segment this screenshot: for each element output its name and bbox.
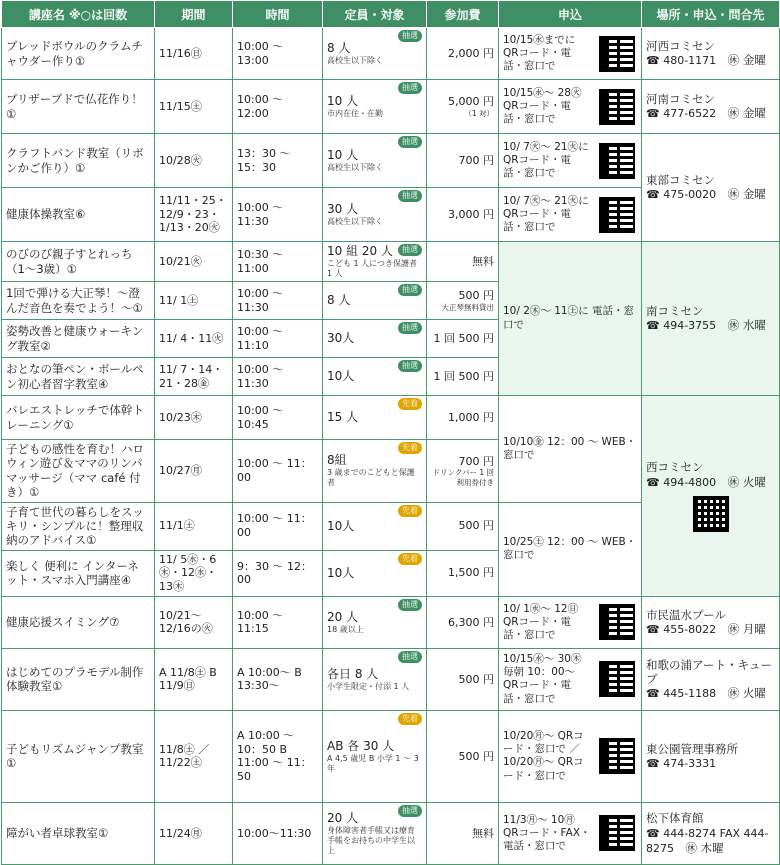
fee-cell <box>427 282 499 320</box>
course-name-cell <box>2 320 155 358</box>
apply-cell <box>499 134 642 188</box>
course-period: 11/8㊏ ／ 11/22㊏ <box>159 742 210 770</box>
closed-day: ㊡ 金曜 <box>727 53 766 68</box>
capacity-text: 30 人 <box>327 202 359 216</box>
phone-number: ☎ 494-4800 <box>646 475 717 489</box>
apply-cell <box>499 396 642 503</box>
course-name: のびのび親子すとれっち（1～3歳）① <box>6 247 133 276</box>
lottery-badge: 抽選 <box>398 82 422 94</box>
place-name: 松下体育館 <box>646 811 704 826</box>
fee-text: 6,300 円 <box>448 615 494 629</box>
table-row <box>2 396 780 440</box>
phone-number: ☎ 477-6522 <box>646 107 717 121</box>
course-period: 10/21～12/16の㊋ <box>159 608 213 636</box>
time-cell <box>233 242 323 282</box>
capacity-note: A 4,5 歳児 B 小学 1 ～ 3 年 <box>327 753 419 773</box>
period-cell <box>155 396 233 440</box>
fee-cell <box>427 28 499 80</box>
lottery-badge: 先着 <box>398 505 422 517</box>
course-name-cell <box>2 710 155 802</box>
course-name: ブレッドボウルのクラムチャウダー作り① <box>6 39 143 68</box>
capacity-cell <box>323 80 427 134</box>
period-cell <box>155 648 233 710</box>
course-name: プリザーブドで仏花作り！① <box>6 92 143 121</box>
fee-text: 1 回 500 円 <box>433 331 494 345</box>
course-time: 10:00 ～ 10:45 <box>237 403 284 431</box>
qr-code-icon[interactable] <box>599 738 635 774</box>
course-name: 障がい者卓球教室① <box>6 826 109 841</box>
place-cell <box>642 80 780 134</box>
apply-text: 10/ 2㊍～ 11㊏に 電話・窓口で <box>503 305 634 331</box>
period-cell <box>155 282 233 320</box>
fee-cell <box>427 396 499 440</box>
course-name-cell <box>2 188 155 242</box>
apply-text: 10/25㊏ 12：00 ～ WEB・窓口で <box>503 536 637 562</box>
fee-text: 2,000 円 <box>448 46 494 60</box>
place-cell <box>642 396 780 597</box>
capacity-cell <box>323 188 427 242</box>
lottery-badge: 抽選 <box>398 136 422 148</box>
fee-cell <box>427 242 499 282</box>
course-time: A 10:00 ～ 10：50 B 11:00 ～ 11：50 <box>237 728 312 784</box>
closed-day: ㊡ 火曜 <box>727 474 766 489</box>
course-name: おとなの筆ペン・ボールペン初心者習字教室④ <box>6 362 144 391</box>
table-row <box>2 80 780 134</box>
qr-code-icon[interactable] <box>599 143 635 179</box>
time-cell <box>233 396 323 440</box>
closed-day: ㊡ 木曜 <box>685 840 724 855</box>
header-name: 講座名 ※○は回数 <box>2 1 155 28</box>
header-place: 場所・申込・問合先 <box>642 1 780 28</box>
apply-cell <box>499 802 642 864</box>
qr-code-icon[interactable] <box>599 36 635 72</box>
header-apply: 申込 <box>499 1 642 28</box>
course-time: A 10:00～ B 13:30～ <box>237 665 302 693</box>
time-cell <box>233 596 323 648</box>
fee-cell <box>427 648 499 710</box>
capacity-cell <box>323 320 427 358</box>
period-cell <box>155 802 233 864</box>
fee-text: 1 回 500 円 <box>433 369 494 383</box>
fee-cell <box>427 550 499 596</box>
fee-cell <box>427 358 499 396</box>
course-name: 子育て世代の暮らしをスッキリ・シンプルに！整理収納のアドバイス① <box>6 504 144 548</box>
fee-text: 700 円 <box>458 454 494 468</box>
course-name-cell <box>2 28 155 80</box>
course-name-cell <box>2 502 155 550</box>
course-time: 13：30 ～ 15：30 <box>237 146 291 174</box>
course-period: 11/1㊏ <box>159 519 195 533</box>
fee-cell <box>427 188 499 242</box>
fee-cell <box>427 802 499 864</box>
capacity-cell <box>323 396 427 440</box>
apply-cell <box>499 648 642 710</box>
course-period: 10/27㊊ <box>159 463 202 477</box>
course-period: 11/ 1㊏ <box>159 293 199 307</box>
time-cell <box>233 440 323 503</box>
fee-note: 大正琴無料貸出 <box>441 302 494 312</box>
fee-cell <box>427 596 499 648</box>
time-cell <box>233 710 323 802</box>
apply-cell <box>499 710 642 802</box>
capacity-cell <box>323 242 427 282</box>
lottery-badge: 抽選 <box>398 284 422 296</box>
table-row <box>2 648 780 710</box>
course-name: 楽しく 便利に インターネット・スマホ入門講座④ <box>6 558 139 588</box>
period-cell <box>155 710 233 802</box>
capacity-note: 18 歳以上 <box>327 624 364 634</box>
course-name-cell <box>2 80 155 134</box>
course-time: 10:00 ～ 11:30 <box>237 200 284 228</box>
apply-text: 10/10㊎ 12：00 ～ WEB・窓口で <box>503 435 637 461</box>
capacity-note: 高校生以下除く <box>327 217 383 226</box>
place-cell <box>642 802 780 864</box>
qr-code-icon[interactable] <box>599 604 635 640</box>
course-period: 10/28㊋ <box>159 153 202 167</box>
fee-text: 500 円 <box>458 519 494 533</box>
time-cell <box>233 358 323 396</box>
period-cell <box>155 188 233 242</box>
apply-text: 10/ 7㊋～ 21㊋に QRコード・電話・窓口で <box>503 140 589 180</box>
header-time: 時間 <box>233 1 323 28</box>
capacity-cell <box>323 648 427 710</box>
apply-text: 10/15㊌～ 28㊋ QRコード・電話・窓口で <box>503 86 582 126</box>
capacity-note: 身体障害者手帳又は療育手帳をお持ちの中学生以上 <box>327 825 415 855</box>
header-fee: 参加費 <box>427 1 499 28</box>
course-name: はじめてのプラモデル制作体験教室① <box>6 665 144 694</box>
time-cell <box>233 502 323 550</box>
lottery-badge: 抽選 <box>398 599 422 611</box>
apply-cell <box>499 596 642 648</box>
table-row <box>2 134 780 188</box>
capacity-cell <box>323 710 427 802</box>
closed-day: ㊡ 水曜 <box>727 318 766 333</box>
apply-text: 10/ 1㊌～ 12㊐ QRコード・電話・窓口で <box>503 602 579 641</box>
fee-cell <box>427 134 499 188</box>
capacity-text: 10人 <box>327 565 355 580</box>
course-name: 健康応援スイミング⑦ <box>6 615 120 630</box>
fee-text: 500 円 <box>458 288 494 302</box>
place-cell <box>642 710 780 802</box>
course-period: A 11/8㊏ B 11/9㊐ <box>159 665 217 693</box>
table-row <box>2 710 780 802</box>
place-cell <box>642 242 780 396</box>
capacity-cell <box>323 282 427 320</box>
table-row <box>2 28 780 80</box>
closed-day: ㊡ 月曜 <box>727 622 766 637</box>
apply-cell <box>499 80 642 134</box>
fee-cell <box>427 710 499 802</box>
lottery-badge: 抽選 <box>398 651 422 663</box>
period-cell <box>155 80 233 134</box>
capacity-note: 高校生以下除く <box>327 163 383 172</box>
capacity-text: 20 人 <box>327 609 359 624</box>
lottery-badge: 抽選 <box>398 360 422 372</box>
capacity-text: 10人 <box>327 518 355 533</box>
time-cell <box>233 134 323 188</box>
course-name-cell <box>2 396 155 440</box>
course-time: 10:00 ～ 11:30 <box>237 286 284 314</box>
course-time: 10:00 ～ 13:00 <box>237 39 284 67</box>
qr-code-icon[interactable] <box>599 815 635 851</box>
fee-text: 3,000 円 <box>448 207 494 221</box>
lottery-badge: 抽選 <box>398 322 422 334</box>
fee-text: 1,500 円 <box>448 566 494 580</box>
apply-cell <box>499 242 642 396</box>
fee-text: 無料 <box>472 254 494 268</box>
place-name: 東公園管理事務所 <box>646 741 738 756</box>
period-cell <box>155 28 233 80</box>
course-time: 10:00 ～ 11:10 <box>237 324 284 352</box>
period-cell <box>155 440 233 503</box>
lottery-badge: 抽選 <box>398 805 422 817</box>
fee-text: 700 円 <box>458 153 494 167</box>
capacity-cell <box>323 502 427 550</box>
time-cell <box>233 282 323 320</box>
phone-number: ☎ 494-3755 <box>646 319 717 333</box>
course-name: 姿勢改善と健康ウォーキング教室② <box>6 324 144 353</box>
capacity-text: 10人 <box>327 369 355 383</box>
capacity-cell <box>323 28 427 80</box>
lottery-badge: 先着 <box>398 553 422 565</box>
header-row <box>2 1 780 28</box>
period-cell <box>155 358 233 396</box>
fee-text: 5,000 円 <box>448 94 494 108</box>
lottery-badge: 抽選 <box>398 244 422 256</box>
apply-text: 10/15㊌～ 30㊍ 毎朝 10：00～ QRコード・電話・窓口で <box>503 653 582 705</box>
course-name-cell <box>2 440 155 503</box>
closed-day: ㊡ 金曜 <box>727 187 766 202</box>
course-name-cell <box>2 358 155 396</box>
fee-note: （1 対） <box>464 108 494 118</box>
capacity-text: 8組 <box>327 453 347 468</box>
fee-cell <box>427 440 499 503</box>
header-period: 期間 <box>155 1 233 28</box>
place-cell <box>642 596 780 648</box>
apply-text: 10/ 7㊋～ 21㊋に QRコード・電話・窓口で <box>503 194 589 234</box>
capacity-note: 高校生以下除く <box>327 56 383 65</box>
capacity-cell <box>323 550 427 596</box>
apply-text: 10/15㊌までに QRコード・電話・窓口で <box>503 33 576 73</box>
place-name: 和歌の浦アート・キューブ <box>646 657 773 686</box>
place-name: 西コミセン <box>646 460 704 475</box>
fee-text: 500 円 <box>458 749 494 763</box>
capacity-text: 10 人 <box>327 148 359 162</box>
course-name: バレエストレッチで体幹トレーニング① <box>6 403 144 432</box>
course-time: 10:00～11:30 <box>237 826 312 840</box>
phone-number: ☎ 444-8274 FAX 444-8275 <box>646 826 769 855</box>
period-cell <box>155 134 233 188</box>
period-cell <box>155 596 233 648</box>
place-name: 東部コミセン <box>646 172 715 187</box>
course-period: 11/ 5㊌・6㊍・12㊌・13㊍ <box>159 552 217 594</box>
lottery-badge: 抽選 <box>398 30 422 42</box>
closed-day: ㊡ 火曜 <box>727 686 766 701</box>
fee-text: 1,000 円 <box>448 410 494 424</box>
capacity-text: 8 人 <box>327 293 351 307</box>
time-cell <box>233 550 323 596</box>
course-name: 1回で弾ける大正琴！～澄んだ音色を奏でよう！～① <box>6 286 143 315</box>
time-cell <box>233 648 323 710</box>
course-name: 子どもの感性を育む！ハロウィン遊び＆ママのリンパマッサージ（ママ café 付き）① <box>6 442 144 500</box>
lottery-badge: 先着 <box>398 398 422 410</box>
qr-code-icon[interactable] <box>599 661 635 697</box>
place-name: 南コミセン <box>646 303 704 318</box>
phone-number: ☎ 474-3331 <box>646 757 717 771</box>
capacity-text: 10 組 20 人 <box>327 244 393 258</box>
time-cell <box>233 802 323 864</box>
header-capacity: 定員・対象 <box>323 1 427 28</box>
capacity-text: 15 人 <box>327 410 359 424</box>
course-period: 10/23㊍ <box>159 410 202 424</box>
capacity-cell <box>323 358 427 396</box>
course-time: 10:00 ～ 12:00 <box>237 92 284 120</box>
course-period: 11/24㊊ <box>159 826 202 840</box>
place-name: 河西コミセン <box>646 38 715 53</box>
course-name-cell <box>2 242 155 282</box>
capacity-cell <box>323 596 427 648</box>
period-cell <box>155 550 233 596</box>
table-row <box>2 596 780 648</box>
period-cell <box>155 320 233 358</box>
apply-cell <box>499 28 642 80</box>
course-time: 10:30 ～ 11:00 <box>237 247 284 275</box>
capacity-text: 30人 <box>327 331 355 345</box>
qr-code-icon[interactable] <box>599 89 635 125</box>
course-name-cell <box>2 550 155 596</box>
apply-cell <box>499 502 642 596</box>
capacity-note: 小学生限定・付添 1 人 <box>327 681 410 691</box>
phone-number: ☎ 475-0020 <box>646 188 717 202</box>
capacity-text: 8 人 <box>327 41 351 55</box>
lottery-badge: 抽選 <box>398 190 422 202</box>
course-period: 11/16㊐ <box>159 46 202 60</box>
capacity-text: AB 各 30 人 <box>327 738 395 753</box>
qr-code-icon[interactable] <box>693 496 729 532</box>
course-time: 10:00 ～ 11：00 <box>237 457 312 484</box>
capacity-text: 各日 8 人 <box>327 666 379 681</box>
course-name: 子どもリズムジャンプ教室① <box>6 742 144 771</box>
place-cell <box>642 28 780 80</box>
course-time: 10:00 ～ 11：00 <box>237 512 312 540</box>
fee-cell <box>427 80 499 134</box>
time-cell <box>233 28 323 80</box>
place-name: 河南コミセン <box>646 91 715 106</box>
capacity-text: 20 人 <box>327 810 359 825</box>
course-period: 11/15㊏ <box>159 99 202 113</box>
capacity-text: 10 人 <box>327 94 359 108</box>
fee-cell <box>427 320 499 358</box>
fee-note: ドリンクバー 1 回利用券付き <box>432 468 494 487</box>
table-row <box>2 802 780 864</box>
course-name: 健康体操教室⑥ <box>6 207 86 222</box>
apply-text: 10/20㊊～ QRコード・窓口で ／ 10/20㊊～ QRコード・窓口で <box>503 730 584 782</box>
period-cell <box>155 502 233 550</box>
course-period: 11/ 4・11㊋ <box>159 331 224 345</box>
capacity-note: 市内在住・在勤 <box>327 109 383 118</box>
fee-cell <box>427 502 499 550</box>
capacity-cell <box>323 802 427 864</box>
capacity-cell <box>323 440 427 503</box>
course-name-cell <box>2 648 155 710</box>
capacity-note: こども 1 人につき保護者 1 人 <box>327 259 418 278</box>
time-cell <box>233 188 323 242</box>
period-cell <box>155 242 233 282</box>
course-name-cell <box>2 802 155 864</box>
course-time: 10:00 ～ 11:30 <box>237 362 284 390</box>
course-name-cell <box>2 134 155 188</box>
capacity-note: 3 歳までのこどもと保護者 <box>327 468 415 488</box>
closed-day: ㊡ 金曜 <box>727 106 766 121</box>
apply-text: 11/3㊊～ 10㊊ QRコード・FAX・電話・窓口で <box>503 813 591 852</box>
place-cell <box>642 648 780 710</box>
course-name-cell <box>2 282 155 320</box>
fee-text: 無料 <box>472 826 494 840</box>
phone-number: ☎ 480-1171 <box>646 54 717 68</box>
phone-number: ☎ 445-1188 <box>646 687 717 701</box>
lottery-badge: 先着 <box>398 713 422 725</box>
course-name: クラフトバンド教室（リボンかご作り）① <box>6 146 144 175</box>
apply-cell <box>499 188 642 242</box>
course-name-cell <box>2 596 155 648</box>
capacity-cell <box>323 134 427 188</box>
qr-code-icon[interactable] <box>599 197 635 233</box>
course-time: 9：30 ～ 12：00 <box>237 559 312 587</box>
fee-text: 500 円 <box>458 672 494 686</box>
course-table <box>1 0 780 865</box>
lottery-badge: 先着 <box>398 442 422 454</box>
course-time: 10:00 ～ 11:15 <box>237 608 284 636</box>
course-period: 11/11・25・12/9・23・1/13・20㊋ <box>159 193 227 235</box>
time-cell <box>233 80 323 134</box>
time-cell <box>233 320 323 358</box>
phone-number: ☎ 455-8022 <box>646 623 717 637</box>
table-row <box>2 242 780 282</box>
course-period: 10/21㊋ <box>159 254 202 268</box>
place-cell <box>642 134 780 242</box>
course-period: 11/ 7・14・21・28㊎ <box>159 362 224 390</box>
place-name: 市民温水プール <box>646 607 726 622</box>
